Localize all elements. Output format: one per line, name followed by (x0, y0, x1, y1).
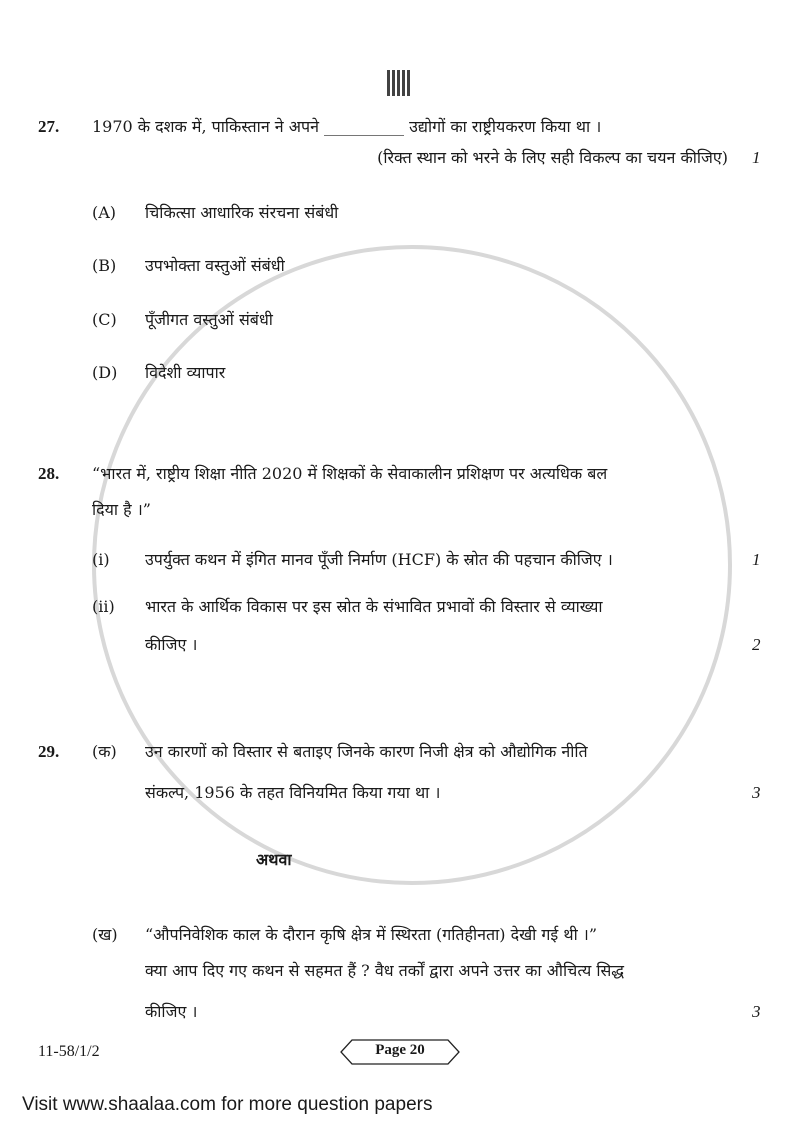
option-text: विदेशी व्यापार (145, 363, 226, 382)
visit-link[interactable]: Visit www.shaalaa.com for more question papers (22, 1094, 433, 1115)
part-text: कीजिए । (145, 635, 198, 654)
option-label: (A) (92, 203, 117, 222)
option-label: (B) (92, 256, 117, 275)
or-separator: अथवा (256, 850, 292, 869)
part-marks: 1 (752, 550, 761, 569)
page-number: Page 20 (375, 1042, 425, 1058)
option-text: चिकित्सा आधारिक संरचना संबंधी (145, 203, 339, 222)
q29-b-label: (ख) (92, 925, 118, 944)
q28-text: दिया है ।” (92, 500, 151, 519)
option-label: (D) (92, 363, 118, 382)
qr-code-icon (387, 70, 411, 96)
part-text: उपर्युक्त कथन में इंगित मानव पूँजी निर्माण (HCF) के स्रोत की पहचान कीजिए । (145, 550, 613, 569)
q29-b-text: कीजिए । (145, 1002, 198, 1021)
q29-a-text: संकल्प, 1956 के तहत विनियमित किया गया था । (145, 783, 441, 802)
option-text: पूँजीगत वस्तुओं संबंधी (145, 310, 273, 329)
paper-code: 11-58/1/2 (38, 1043, 100, 1060)
part-label: (ii) (92, 597, 115, 616)
q29-a-label: (क) (92, 742, 117, 761)
q28-number: 28. (38, 464, 60, 483)
q27-instruction: (रिक्त स्थान को भरने के लिए सही विकल्प का चयन कीजिए) (377, 148, 728, 167)
q28-text: “भारत में, राष्ट्रीय शिक्षा नीति 2020 में शिक्षकों के सेवाकालीन प्रशिक्षण पर अत्यधिक बल (92, 464, 608, 483)
q29-b-marks: 3 (752, 1002, 761, 1021)
q29-b-text: “औपनिवेशिक काल के दौरान कृषि क्षेत्र में स्थिरता (गतिहीनता) देखी गई थी ।” (145, 925, 598, 944)
option-label: (C) (92, 310, 117, 329)
footer-bar (0, 1090, 800, 1131)
part-marks: 2 (752, 635, 761, 654)
q29-number: 29. (38, 742, 60, 761)
part-label: (i) (92, 550, 110, 569)
q29-a-text: उन कारणों को विस्तार से बताइए जिनके कारण निजी क्षेत्र को औद्योगिक नीति (145, 742, 588, 761)
q27-number: 27. (38, 117, 60, 136)
q29-a-marks: 3 (752, 783, 761, 802)
page-number-badge (340, 1039, 460, 1065)
part-text: भारत के आर्थिक विकास पर इस स्रोत के संभावित प्रभावों की विस्तार से व्याख्या (145, 597, 603, 616)
option-text: उपभोक्ता वस्तुओं संबंधी (145, 256, 285, 275)
q27-marks: 1 (752, 148, 761, 167)
q27-text: 1970 के दशक में, पाकिस्तान ने अपने __________ उद्योगों का राष्ट्रीयकरण किया था । (92, 117, 602, 136)
q29-b-text: क्या आप दिए गए कथन से सहमत हैं ? वैध तर्कों द्वारा अपने उत्तर का औचित्य सिद्ध (145, 961, 625, 980)
